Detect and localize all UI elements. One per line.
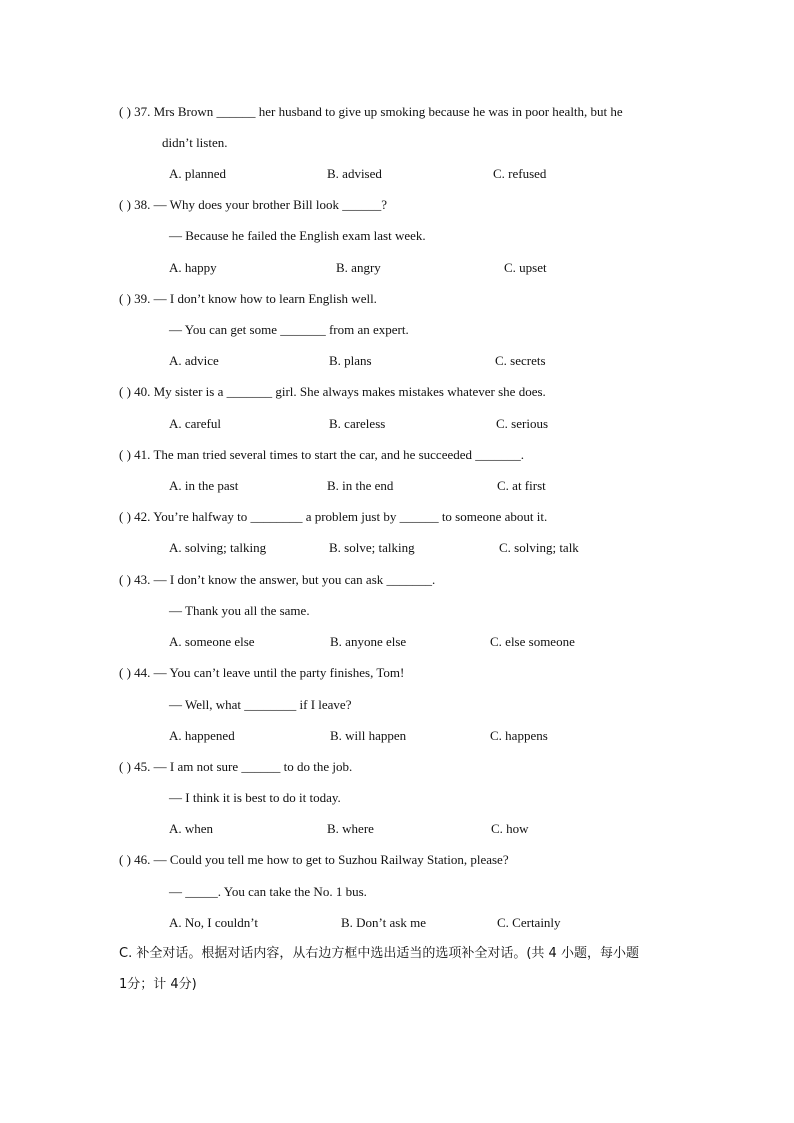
question-number: ( ) 42.: [119, 509, 151, 524]
dialogue-reply: — Thank you all the same.: [169, 603, 310, 618]
question-number: ( ) 41.: [119, 447, 151, 462]
question-number: ( ) 39.: [119, 291, 151, 306]
option-a: A. in the past: [169, 478, 239, 493]
option-c: C. how: [491, 821, 529, 836]
option-c: C. solving; talk: [499, 540, 579, 555]
option-c: C. secrets: [495, 353, 546, 368]
question-stem: — I don’t know the answer, but you can ask _______.: [153, 572, 436, 587]
dialogue-reply: — _____. You can take the No. 1 bus.: [169, 884, 367, 899]
dialogue-reply: — I think it is best to do it today.: [169, 790, 341, 805]
dialogue-reply: — Because he failed the English exam last week.: [169, 228, 426, 243]
question-stem: — Why does your brother Bill look ______?: [153, 197, 388, 212]
section-c-heading: C. 补全对话。根据对话内容，从右边方框中选出适当的选项补全对话。(共 4 小题，每小题: [119, 946, 639, 961]
option-c: C. refused: [493, 166, 547, 181]
option-b: B. anyone else: [330, 634, 407, 649]
question-46: [119, 851, 509, 869]
option-c: C. serious: [496, 416, 548, 431]
question-44: [119, 664, 404, 682]
option-b: B. Don’t ask me: [341, 915, 426, 930]
question-43: [119, 571, 435, 589]
option-c: C. else someone: [490, 634, 575, 649]
option-b: B. in the end: [327, 478, 394, 493]
option-a: A. planned: [169, 166, 227, 181]
question-stem: The man tried several times to start the car, and he succeeded _______.: [153, 447, 525, 462]
option-b: B. advised: [327, 166, 382, 181]
option-b: B. plans: [329, 353, 372, 368]
question-stem: Mrs Brown ______ her husband to give up smoking because he was in poor health, but he: [153, 104, 623, 119]
option-a: A. someone else: [169, 634, 255, 649]
question-number: ( ) 37.: [119, 104, 151, 119]
option-a: A. when: [169, 821, 214, 836]
dialogue-reply: — You can get some _______ from an expert.: [169, 322, 409, 337]
option-a: A. happened: [169, 728, 235, 743]
question-37: [119, 103, 623, 121]
option-c: C. Certainly: [497, 915, 561, 930]
option-b: B. careless: [329, 416, 386, 431]
question-41: [119, 446, 524, 464]
option-c: C. upset: [504, 260, 547, 275]
question-number: ( ) 38.: [119, 197, 151, 212]
option-a: A. careful: [169, 416, 221, 431]
question-stem: My sister is a _______ girl. She always makes mistakes whatever she does.: [153, 384, 546, 399]
question-number: ( ) 43.: [119, 572, 151, 587]
section-c-heading-continuation: 1分；计 4分): [119, 977, 197, 992]
question-number: ( ) 46.: [119, 852, 151, 867]
option-b: B. where: [327, 821, 374, 836]
option-b: B. solve; talking: [329, 540, 415, 555]
question-stem: — You can’t leave until the party finishes, Tom!: [153, 665, 405, 680]
question-38: [119, 196, 387, 214]
option-b: B. angry: [336, 260, 381, 275]
question-stem: You’re halfway to ________ a problem just by ______ to someone about it.: [153, 509, 548, 524]
question-37-continuation: didn’t listen.: [162, 135, 228, 150]
question-number: ( ) 45.: [119, 759, 151, 774]
option-a: A. No, I couldn’t: [169, 915, 258, 930]
option-c: C. happens: [490, 728, 548, 743]
option-a: A. happy: [169, 260, 217, 275]
option-a: A. advice: [169, 353, 219, 368]
question-40: [119, 383, 546, 401]
question-number: ( ) 40.: [119, 384, 151, 399]
question-stem: — Could you tell me how to get to Suzhou Railway Station, please?: [153, 852, 509, 867]
question-stem: — I don’t know how to learn English well.: [153, 291, 377, 306]
question-stem: — I am not sure ______ to do the job.: [153, 759, 353, 774]
question-39: [119, 290, 377, 308]
dialogue-reply: — Well, what ________ if I leave?: [169, 697, 352, 712]
question-number: ( ) 44.: [119, 665, 151, 680]
option-b: B. will happen: [330, 728, 407, 743]
question-42: [119, 508, 547, 526]
option-c: C. at first: [497, 478, 546, 493]
question-45: [119, 758, 352, 776]
option-a: A. solving; talking: [169, 540, 267, 555]
